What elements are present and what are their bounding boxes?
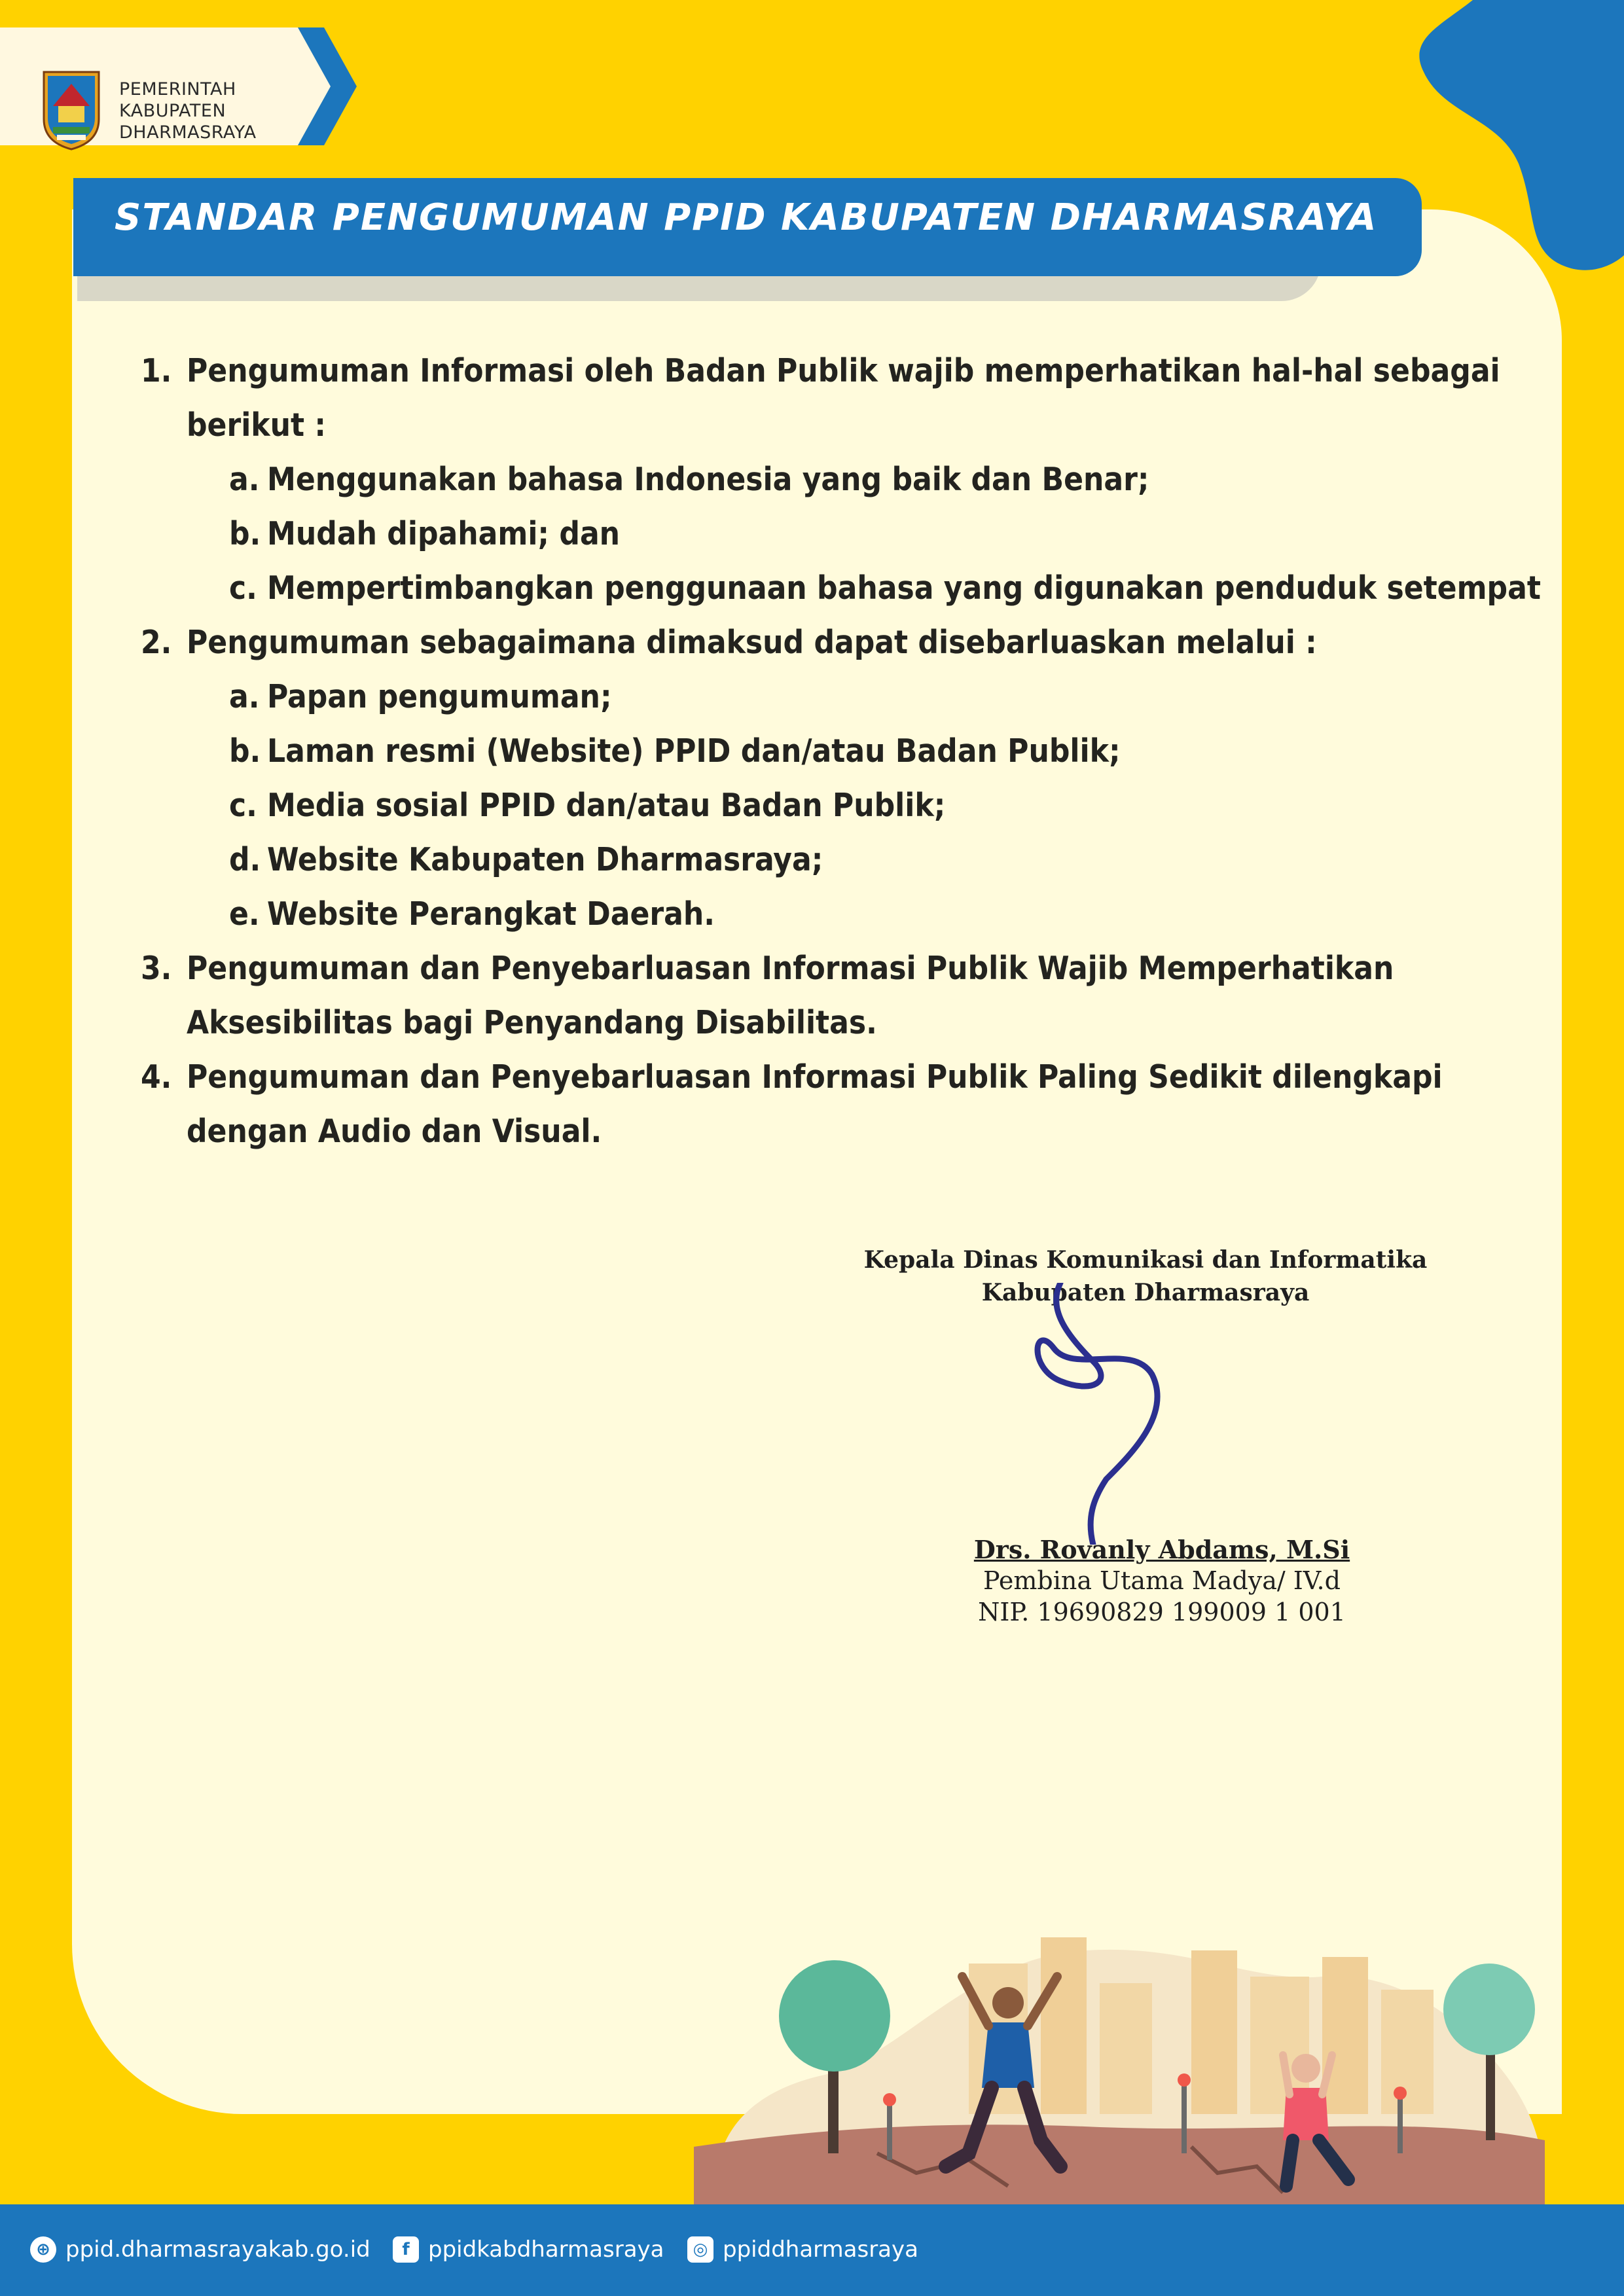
sub-text: Laman resmi (Website) PPID dan/atau Badan Publik; (267, 732, 1121, 770)
sub-text: Website Kabupaten Dharmasraya; (267, 841, 823, 878)
sub-letter: d. (229, 841, 261, 878)
sub-letter: a. (229, 678, 260, 715)
sub-letter: e. (229, 895, 260, 933)
sub-item (141, 507, 1528, 561)
item-text: Pengumuman dan Penyebarluasan Informasi Publik Wajib Memperhatikan (187, 950, 1394, 987)
list-item (141, 1050, 1528, 1158)
item-text: dengan Audio dan Visual. (187, 1113, 602, 1150)
sub-text: Menggunakan bahasa Indonesia yang baik dan Benar; (267, 461, 1149, 498)
sub-item (141, 452, 1528, 507)
footer-instagram-label: ppiddharmasraya (723, 2236, 918, 2263)
footer-instagram[interactable] (687, 2233, 918, 2266)
list-item (141, 344, 1528, 452)
footer-website-label: ppid.dharmasrayakab.go.id (65, 2236, 370, 2263)
government-name (119, 79, 257, 143)
sub-item (141, 887, 1528, 941)
sub-item (141, 724, 1528, 778)
item-text: Aksesibilitas bagi Penyandang Disabilitas. (187, 1004, 877, 1041)
dharmasraya-crest-icon (38, 67, 105, 152)
signatory-rank: Pembina Utama Madya/ IV.d (983, 1566, 1341, 1595)
announcement-list (141, 344, 1541, 1158)
handwritten-signature (1021, 1283, 1191, 1545)
facebook-icon: f (393, 2236, 419, 2263)
item-number: 3. (141, 950, 172, 987)
sub-item (141, 561, 1541, 615)
item-number: 2. (141, 624, 172, 661)
item-number: 4. (141, 1058, 172, 1096)
signatory-office-line-2: Kabupaten Dharmasraya (981, 1279, 1310, 1306)
sub-letter: b. (229, 732, 261, 770)
footer-facebook-label: ppidkabdharmasraya (428, 2236, 664, 2263)
globe-icon: ⊕ (30, 2236, 56, 2263)
footer-facebook[interactable] (393, 2233, 664, 2266)
sub-text: Media sosial PPID dan/atau Badan Publik; (267, 787, 946, 824)
earthquake-illustration (694, 1878, 1571, 2206)
item-text: Pengumuman Informasi oleh Badan Publik wajib memperhatikan hal-hal sebagai (187, 352, 1500, 389)
instagram-icon: ◎ (687, 2236, 713, 2263)
signatory-nip: NIP. 19690829 199009 1 001 (978, 1598, 1346, 1626)
footer-website[interactable] (30, 2233, 370, 2266)
gov-line-3: DHARMASRAYA (119, 122, 257, 143)
page-title: STANDAR PENGUMUMAN PPID KABUPATEN DHARMASRAYA (115, 196, 1378, 239)
sub-text: Website Perangkat Daerah. (267, 895, 715, 933)
government-header (0, 27, 353, 145)
signatory-office-line-1: Kepala Dinas Komunikasi dan Informatika (863, 1246, 1428, 1274)
signatory-name: Drs. Rovanly Abdams, M.Si (973, 1535, 1350, 1564)
sub-letter: b. (229, 515, 261, 552)
gov-line-1: PEMERINTAH (119, 79, 236, 99)
item-text: berikut : (187, 406, 327, 444)
sub-letter: a. (229, 461, 260, 498)
item-text: Pengumuman dan Penyebarluasan Informasi Publik Paling Sedikit dilengkapi (187, 1058, 1443, 1096)
sub-item (141, 778, 1528, 833)
sub-item (141, 670, 1528, 724)
sub-letter: c. (229, 569, 257, 607)
list-item (141, 615, 1528, 670)
sub-text: Mudah dipahami; dan (267, 515, 621, 552)
sub-letter: c. (229, 787, 257, 824)
list-item (141, 941, 1528, 1050)
gov-line-2: KABUPATEN (119, 101, 226, 121)
sub-text: Mempertimbangkan penggunaan bahasa yang digunakan penduduk setempat (267, 569, 1541, 607)
item-text: Pengumuman sebagaimana dimaksud dapat disebarluaskan melalui : (187, 624, 1317, 661)
sub-text: Papan pengumuman; (267, 678, 612, 715)
sub-item (141, 833, 1528, 887)
item-number: 1. (141, 352, 172, 389)
